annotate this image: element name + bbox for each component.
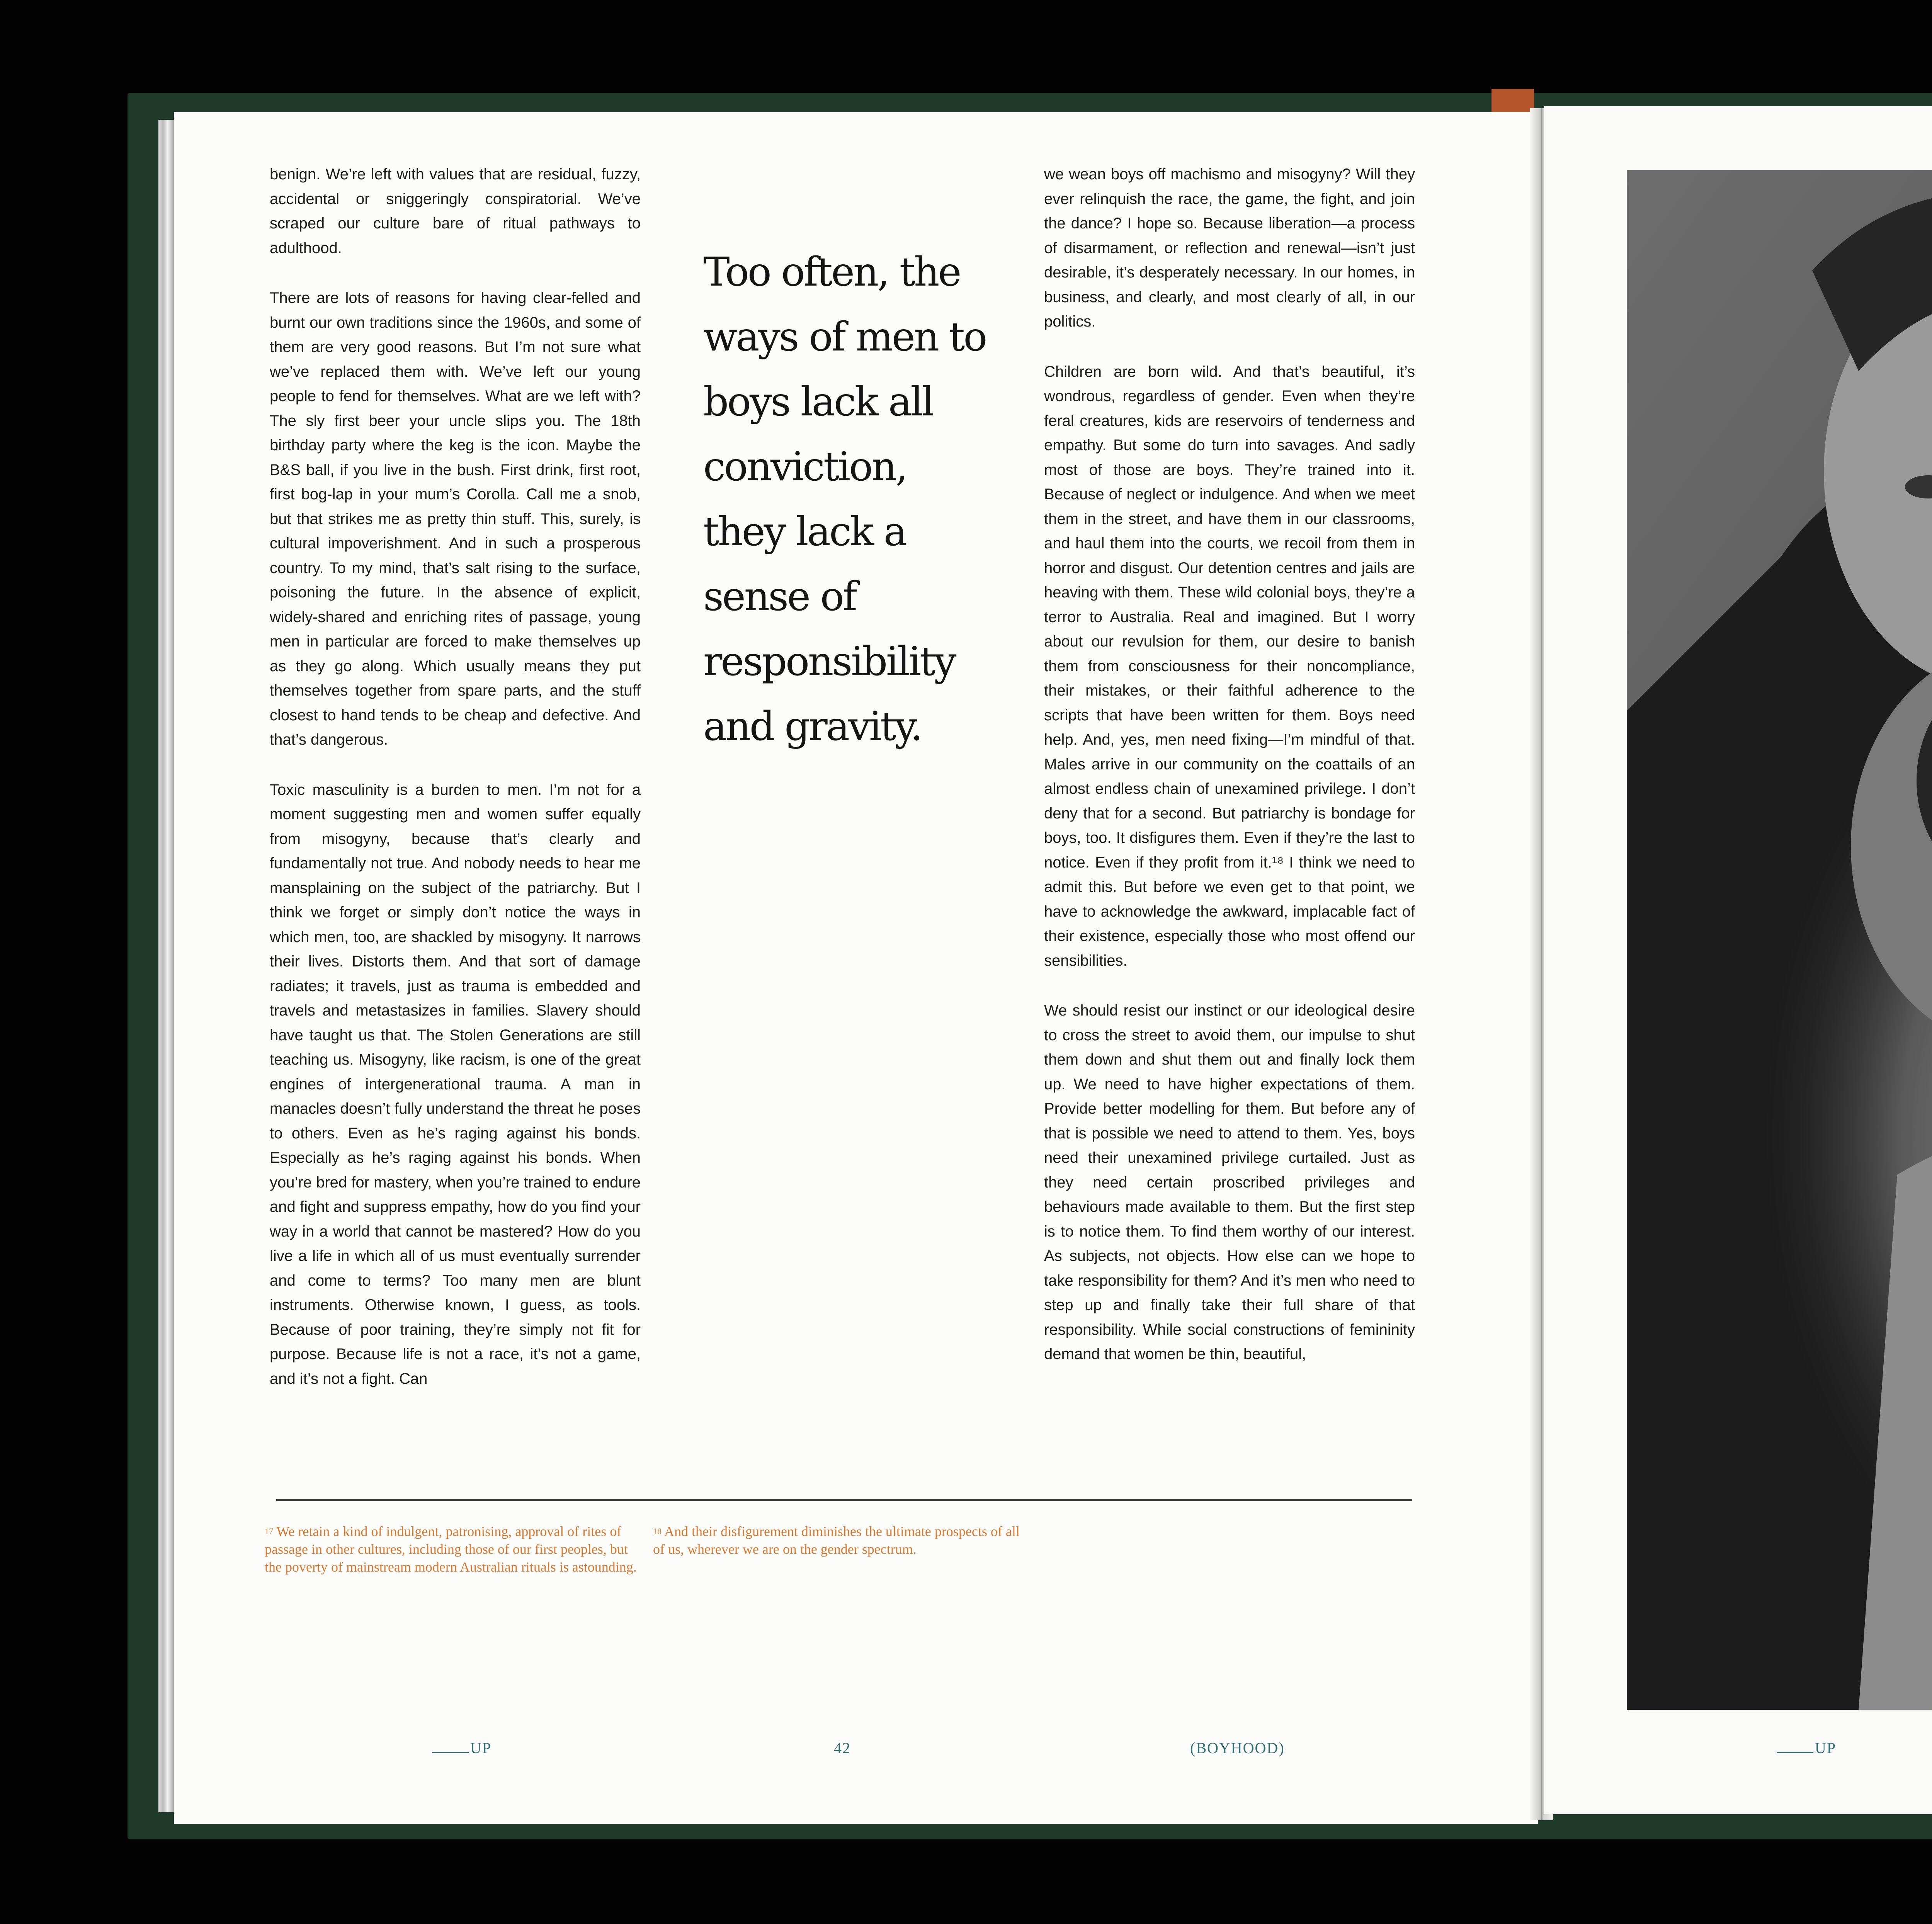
right-page (1544, 106, 1932, 1814)
footer-title: UP (1815, 1739, 1837, 1757)
paragraph: we wean boys off machismo and misogyny? Will they ever relinquish the race, the game, the fight, and join the dance? I hope so. Because liberation—a process of disarmament, or reflection and renewal—isn’t just desirable, it’s desperately necessary. In our homes, in business, and clearly, and most clearly of all, in our politics. (1044, 166, 1415, 330)
footnote-number: 17 (265, 1526, 273, 1536)
paragraph: Toxic masculinity is a burden to men. I’m not for a moment suggesting men and women suffer equally from misogyny, because that’s clearly and fundamentally not true. And nobody needs to hear me mansplaining on the subject of the patriarchy. But I think we forget or simply don’t notice the ways in which men, too, are shackled by misogyny. It narrows their lives. Distorts them. And that sort of damage radiates; it travels, just as trauma is embedded and travels and metastasizes in families. Slavery should have taught us that. The Stolen Generations are still teaching us. Misogyny, like racism, is one of the great engines of intergenerational trauma. A man in manacles doesn’t fully understand the threat he poses to others. Even as he’s raging against his bonds. Especially as he’s raging against his bonds. When you’re bred for mastery, when you’re trained to endure and fight and suppress empathy, how do you find your way in a world that cannot be mastered? How do you live a life in which all of us must eventually surrender and come to terms? Too many men are blunt instruments. Otherwise known, I guess, as tools. Because of poor training, they’re simply not fit for purpose. Because life is not a race, it’s not a game, and it’s not a fight. Can (270, 781, 641, 1387)
blank-line (1777, 1752, 1813, 1753)
paragraph: There are lots of reasons for having clear-felled and burnt our own traditions since the 1960s, and some of them are very good reasons. But I’m not sure what we’ve replaced them with. We’ve left our young people to fend for themselves. What are we left with? The sly first beer your uncle slips you. The 18th birthday party where the keg is the icon. Maybe the B&S ball, if you live in the bush. First drink, first root, first bog-lap in your mum’s Corolla. Call me a snob, but that strikes me as pretty thin stuff. This, surely, is cultural impoverishment. And in such a prosperous country. To my mind, that’s salt rising to the surface, poisoning the future. In the absence of explicit, widely-shared and enriching rites of passage, young men in particular are forced to make themselves up as they go along. Which usually means they put themselves together from spare parts, and the stuff closest to hand tends to be cheap and defective. And that’s dangerous. (270, 289, 641, 748)
left-page (174, 112, 1538, 1824)
footnote-number: 18 (653, 1526, 662, 1536)
paragraph: benign. We’re left with values that are residual, fuzzy, accidental or sniggeringly conspiratorial. We’ve scraped our culture bare of ritual pathways to adulthood. (270, 166, 641, 257)
text-column-1 (270, 162, 641, 1417)
paragraph: We should resist our instinct or our ideological desire to cross the street to avoid them, our impulse to shut them down and shut them out and finally lock them up. We need to have higher expectations of them. Provide better modelling for them. But before any of that is possible we need to attend to them. Yes, boys need their unexamined privilege curtailed. Just as they need certain proscribed privileges and behaviours made available to them. But the first step is to notice them. To find them worthy of our interest. As subjects, not objects. How else can we hope to take responsibility for them? And it’s men who need to step up and finally take their full share of that responsibility. While social constructions of femininity demand that women be thin, beautiful, (1044, 1002, 1415, 1363)
footnote-rule (276, 1499, 1412, 1501)
paragraph: Children are born wild. And that’s beautiful, it’s wondrous, regardless of gender. Even when they’re feral creatures, kids are reservoirs of tenderness and empathy. But some do turn into savages. And sadly most of those are boys. They’re trained into it. Because of neglect or indulgence. And when we meet them in the street, and have them in our classrooms, and haul them into the courts, we recoil from them in horror and disgust. Our detention centres and jails are heaving with them. These wild colonial boys, they’re a terror to Australia. Real and imagined. But I worry about our revulsion for them, our desire to banish them from consciousness for their noncompliance, their mistakes, or their faithful adherence to the scripts that have been written for them. Boys need help. And, yes, men need fixing—I’m mindful of that. Males arrive in our community on the coattails of an almost endless chain of unexamined privilege. I don’t deny that for a second. But patriarchy is bondage for boys, too. It disfigures them. Even if they’re the last to notice. Even if they profit from it.¹⁸ I think we need to admit this. But before we even get to that point, we have to acknowledge the awkward, implacable fact of their existence, especially those who most offend our sensibilities. (1044, 363, 1415, 969)
running-footer-left (432, 1739, 492, 1757)
headband (1492, 89, 1534, 112)
running-footer-left (1777, 1739, 1836, 1757)
blank-line (432, 1752, 469, 1753)
footer-title: UP (470, 1739, 492, 1757)
pull-quote: Too often, the ways of men to boys lack all conviction, they lack a sense of responsibility and gravity. (703, 249, 986, 750)
page-edges-left (158, 120, 174, 1812)
page-number: 42 (834, 1739, 851, 1757)
footnote-17 (265, 1523, 639, 1576)
footnote-text: We retain a kind of indulgent, patronising, approval of rites of passage in other cultures, including those of our first peoples, but the poverty of mainstream modern Australian rituals is astounding. (265, 1524, 637, 1575)
footnote-18 (653, 1523, 1024, 1558)
text-column-2 (1044, 162, 1415, 1392)
photograph (1627, 170, 1932, 1710)
footnote-text: And their disfigurement diminishes the ultimate prospects of all of us, wherever we are on the gender spectrum. (653, 1524, 1020, 1557)
running-footer-section: (BOYHOOD) (1190, 1739, 1285, 1757)
